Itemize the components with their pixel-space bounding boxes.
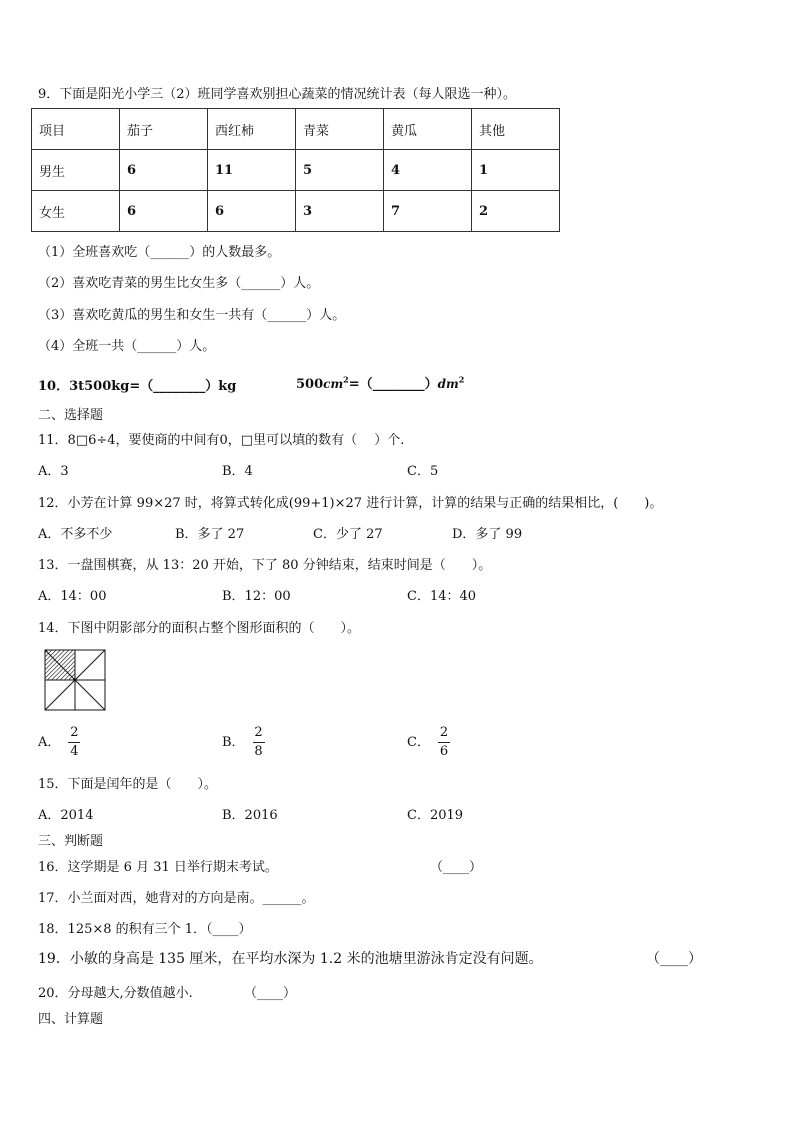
table-header-cell: 茄子 — [120, 109, 208, 150]
vegetable-stats-table — [31, 108, 560, 232]
q20-stem: 20．分母越大,分数值越小. — [38, 986, 193, 1001]
table-header-row — [32, 109, 560, 150]
table-cell: 男生 — [32, 150, 120, 191]
q10-part2 — [296, 373, 464, 392]
q14-option-c — [407, 726, 450, 759]
table-cell: 3 — [296, 191, 384, 232]
q19-answer-blank: （____） — [646, 951, 702, 967]
table-cell: 5 — [296, 150, 384, 191]
q15-option-b: B．2016 — [222, 808, 278, 823]
q10-blank: =（________） — [348, 377, 438, 392]
table-cell: 6 — [120, 191, 208, 232]
q10-unit-cm: cm — [323, 377, 344, 391]
fraction: $\frac{2}{4}$ — [70, 725, 79, 759]
q11-option-b: B．4 — [222, 464, 253, 479]
table-header-cell: 项目 — [32, 109, 120, 150]
q12-option-d: D．多了 99 — [452, 527, 523, 542]
q10-exp: 2 — [343, 374, 349, 385]
q9-sub-4: （4）全班一共（______）人。 — [38, 339, 216, 354]
q13-option-c: C．14：40 — [407, 589, 477, 604]
q19-stem: 19．小敏的身高是 135 厘米，在平均水深为 1.2 米的池塘里游泳肯定没有问题。 — [38, 951, 543, 967]
table-row — [32, 150, 560, 191]
q12-stem: 12．小芳在计算 99×27 时，将算式转化成(99+1)×27 进行计算，计算的结果与正确的结果相比，( )。 — [38, 496, 663, 511]
q20-answer-blank: （____） — [244, 986, 297, 1001]
q13-stem: 13．一盘围棋赛，从 13：20 开始，下了 80 分钟结束，结束时间是（ ）。 — [38, 558, 492, 573]
q11-option-c: C．5 — [407, 464, 439, 479]
q9-stem: 9．下面是阳光小学三（2）班同学喜欢别担心蔬菜的情况统计表（每人限选一种）。 — [38, 87, 517, 102]
q14-stem: 14．下图中阴影部分的面积占整个图形面积的（ ）。 — [38, 621, 361, 636]
q10-part1: 10．3t500kg=（________）kg — [38, 379, 237, 394]
q14-option-b — [222, 726, 265, 759]
q13-option-a: A．14：00 — [38, 589, 107, 604]
q15-stem: 15．下面是闰年的是（ ）。 — [38, 777, 218, 792]
section-3-heading: 三、判断题 — [38, 834, 104, 849]
q18-stem: 18．125×8 的积有三个 1．（____） — [38, 922, 252, 937]
table-cell: 6 — [120, 150, 208, 191]
fraction: $\frac{2}{6}$ — [439, 725, 449, 759]
table-header-cell: 黄瓜 — [384, 109, 472, 150]
q10-exp2: 2 — [458, 374, 465, 385]
q12-option-a: A．不多不少 — [38, 527, 113, 542]
q9-sub-2: （2）喜欢吃青菜的男生比女生多（______）人。 — [38, 276, 320, 291]
q16-answer-blank: （____） — [430, 860, 483, 875]
q16-stem: 16．这学期是 6 月 31 日举行期末考试。 — [38, 860, 278, 875]
option-label: A． — [38, 735, 61, 750]
shaded-square-figure — [44, 649, 106, 711]
q17-stem: 17．小兰面对西，她背对的方向是南。______。 — [38, 891, 315, 906]
table-cell: 6 — [208, 191, 296, 232]
table-cell: 女生 — [32, 191, 120, 232]
q11-stem: 11．8□6÷4，要使商的中间有0，□里可以填的数有（ ）个. — [38, 433, 405, 448]
q10-unit-dm: dm — [437, 377, 459, 391]
q9-sub-3: （3）喜欢吃黄瓜的男生和女生一共有（______）人。 — [38, 308, 346, 323]
section-2-heading: 二、选择题 — [38, 408, 104, 423]
table-header-cell: 西红柿 — [208, 109, 296, 150]
table-header-cell: 青菜 — [296, 109, 384, 150]
q10-number: 500 — [296, 377, 324, 392]
section-4-heading: 四、计算题 — [38, 1012, 104, 1027]
q15-option-a: A．2014 — [38, 808, 94, 823]
table-row — [32, 191, 560, 232]
table-cell: 1 — [472, 150, 560, 191]
table-cell: 7 — [384, 191, 472, 232]
q12-option-c: C．少了 27 — [313, 527, 383, 542]
option-label: B． — [222, 735, 245, 750]
table-header-cell: 其他 — [472, 109, 560, 150]
q11-option-a: A．3 — [38, 464, 69, 479]
option-label: C． — [407, 735, 430, 750]
table-cell: 11 — [208, 150, 296, 191]
table-cell: 2 — [472, 191, 560, 232]
q9-sub-1: （1）全班喜欢吃（______）的人数最多。 — [38, 245, 281, 260]
q14-option-a — [38, 726, 80, 759]
q13-option-b: B．12：00 — [222, 589, 291, 604]
fraction: $\frac{2}{8}$ — [254, 725, 263, 759]
table-cell: 4 — [384, 150, 472, 191]
q12-option-b: B．多了 27 — [175, 527, 245, 542]
q15-option-c: C．2019 — [407, 808, 464, 823]
